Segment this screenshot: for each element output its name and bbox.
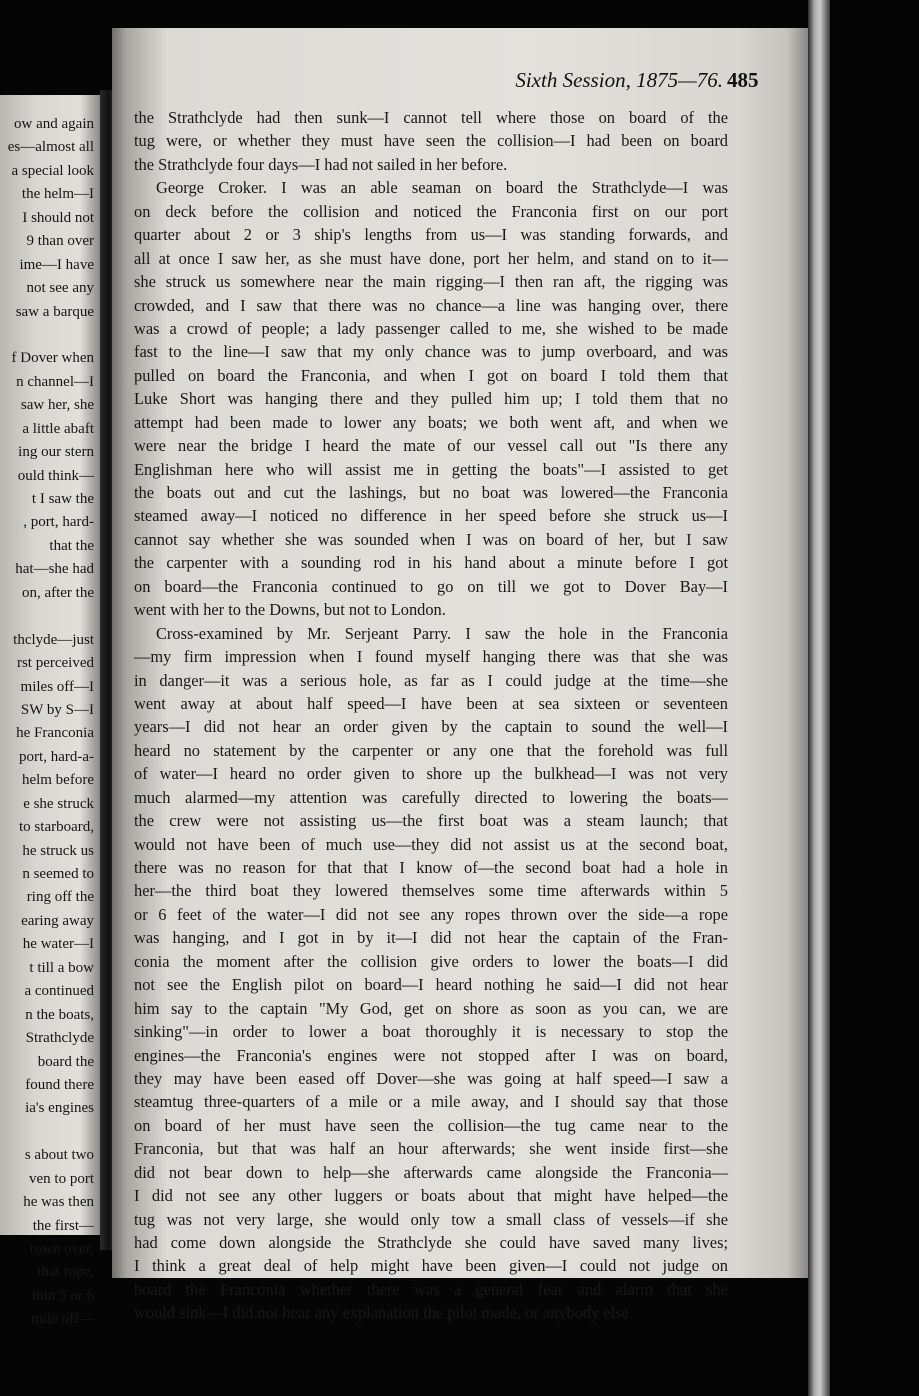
left-text-line: rown over, — [29, 1241, 94, 1257]
left-text-line: ring off the — [26, 889, 94, 906]
text-line: Franconia, but that was half an hour afterwards; she went inside first—she — [134, 1139, 728, 1159]
text-line: years—I did not hear an order given by the captain to sound the well—I — [134, 717, 728, 737]
left-text-line: he Franconia — [16, 725, 94, 742]
text-line: went with her to the Downs, but not to London. — [134, 600, 446, 620]
left-text-line: ven to port — [29, 1170, 94, 1187]
left-text-line: t I saw the — [31, 491, 94, 507]
left-text-line: a special look — [11, 162, 94, 179]
text-line: or 6 feet of the water—I did not see any ropes thrown over the side—a rope — [134, 904, 728, 924]
left-text-line: SW by S—I — [20, 701, 94, 718]
left-text-line: the first— — [32, 1217, 94, 1234]
left-text-line — [0, 605, 94, 628]
text-line: quarter about 2 or 3 ship's lengths from us—I was standing forwards, and — [134, 225, 728, 245]
text-line: pulled on board the Franconia, and when I got on board I told them that — [134, 365, 728, 385]
text-line: of water—I heard no order given to shore up the bulkhead—I was not very — [134, 764, 728, 784]
left-text-line: Strathclyde — [25, 1030, 94, 1047]
text-line: all at once I saw her, as she must have done, port her helm, and stand on to it— — [134, 248, 728, 268]
text-line: on board—the Franconia continued to go on till we got to Dover Bay—I — [134, 576, 728, 596]
left-text-line: rst perceived — [16, 655, 94, 672]
left-text-line: s about two — [24, 1147, 94, 1164]
text-line: steamed away—I noticed no difference in her speed before she struck us—I — [134, 506, 728, 526]
left-page-text — [0, 113, 94, 1332]
text-line: crowded, and I saw that there was no chance—a line was hanging over, there — [134, 295, 728, 315]
text-line: there was no reason for that that I know of—the second boat had a hole in — [134, 858, 728, 877]
left-text-line: mile off— — [31, 1311, 94, 1328]
text-line: Englishman here who will assist me in getting the boats"—I assisted to get — [134, 459, 728, 479]
text-line: him say to the captain "My God, get on shore as soon as you can, we are — [134, 998, 728, 1018]
text-line: not see the English pilot on board—I heard nothing he said—I did not hear — [134, 975, 728, 995]
left-text-line: thin 5 or 6 — [31, 1287, 94, 1304]
left-text-line: on, after the — [21, 584, 94, 601]
left-text-line: ould think— — [17, 467, 94, 484]
left-text-line: that rope, — [37, 1264, 94, 1281]
text-line: board the Franconia whether there was a general fear and alarm that she — [134, 1279, 728, 1299]
text-line: tug was not very large, she would only tow a small class of vessels—if she — [134, 1209, 728, 1229]
text-line: George Croker. I was an able seaman on board the Strathclyde—I was — [156, 178, 728, 198]
text-line: in danger—it was a serious hole, as far as I could judge at the time—she — [134, 670, 728, 690]
left-page — [0, 95, 100, 1328]
text-line: went away at about half speed—I have been at sea sixteen or seventeen — [134, 693, 728, 713]
text-line: sinking"—in order to lower a boat thoroughly it is necessary to stop the — [134, 1022, 728, 1042]
left-text-line: saw her, she — [20, 397, 94, 414]
text-line: the Strathclyde had then sunk—I cannot tell where those on board of the — [134, 108, 728, 127]
left-text-line: that the — [49, 537, 94, 554]
left-text-line: to starboard, — [19, 819, 94, 836]
text-line: fast to the line—I saw that my only chance was to jump overboard, and was — [134, 342, 728, 362]
left-text-line: miles off—I — [20, 678, 94, 695]
left-text-line: he was then — [23, 1194, 94, 1211]
text-line: would not have been of much use—they did not assist us at the second boat, — [134, 834, 728, 854]
next-page-edge — [808, 0, 830, 1396]
left-text-line — [0, 1121, 94, 1144]
left-text-line: e she struck — [23, 795, 94, 812]
left-text-line: t till a bow — [29, 959, 94, 976]
left-text-line: not see any — [26, 280, 94, 297]
left-text-line: ow and again — [14, 116, 94, 132]
left-text-line: helm before — [21, 772, 94, 789]
session-title: Sixth Session, 1875—76. — [515, 68, 723, 92]
text-line: the carpenter with a sounding rod in his hand about a minute before I got — [134, 553, 728, 573]
text-line: engines—the Franconia's engines were not stopped after I was on board, — [134, 1045, 728, 1065]
text-line: was hanging, and I got in by it—I did not hear the captain of the Fran- — [134, 928, 728, 948]
right-page — [112, 28, 808, 1323]
text-line: I did not see any other luggers or boats about that might have helped—the — [134, 1186, 728, 1206]
left-text-line: I should not — [22, 209, 94, 226]
text-line: Cross-examined by Mr. Serjeant Parry. I saw the hole in the Franconia — [156, 623, 728, 643]
text-line: I think a great deal of help might have been given—I could not judge on — [134, 1256, 728, 1276]
left-text-line: n channel—I — [16, 373, 94, 390]
text-line: would sink—I did not hear any explanation the pilot made, or anybody else — [134, 1303, 629, 1323]
left-text-line: 9 than over — [26, 233, 94, 250]
text-line: on deck before the collision and noticed the Franconia first on our port — [134, 201, 728, 221]
text-line: the Strathclyde four days—I had not sailed in her before. — [134, 154, 508, 174]
text-line: were near the bridge I heard the mate of our vessel call out "Is there any — [134, 436, 728, 456]
left-text-line: the helm—I — [21, 186, 94, 203]
text-line: on board of her must have seen the collision—the tug came near to the — [134, 1115, 728, 1135]
left-text-line: n the boats, — [25, 1006, 94, 1023]
text-line: cannot say whether she was sounded when I was on board of her, but I saw — [134, 529, 728, 549]
page-number: 485 — [727, 68, 759, 92]
left-text-line: a little abaft — [22, 420, 94, 437]
text-line: they may have been eased off Dover—she was going at half speed—I saw a — [134, 1068, 728, 1088]
text-line: much alarmed—my attention was carefully directed to lowering the boats— — [134, 787, 728, 807]
left-text-line — [0, 324, 94, 347]
left-text-line: ia's engines — [25, 1100, 94, 1117]
text-line: —my firm impression when I found myself hanging there was that she was — [134, 647, 728, 667]
text-line: steamtug three-quarters of a mile or a mile away, and I should say that those — [134, 1092, 728, 1112]
left-text-line: hat—she had — [15, 561, 94, 578]
left-text-line: f Dover when — [11, 350, 94, 367]
text-line: she struck us somewhere near the main rigging—I then ran aft, the rigging was — [134, 272, 728, 292]
left-text-line: ime—I have — [19, 256, 94, 273]
left-text-line: a continued — [24, 983, 94, 1000]
text-line: heard no statement by the carpenter or any one that the forehold was full — [134, 740, 728, 760]
running-header — [137, 68, 759, 93]
left-text-line: earing away — [21, 912, 94, 929]
left-text-line: port, hard-a- — [19, 748, 94, 765]
text-line: the boats out and cut the lashings, but no boat was lowered—the Franconia — [134, 483, 728, 502]
left-text-line: board the — [37, 1053, 94, 1070]
text-line: her—the third boat they lowered themselves some time afterwards within 5 — [134, 881, 728, 901]
left-text-line: found there — [25, 1076, 94, 1093]
left-text-line: es—almost all — [7, 139, 94, 156]
text-line: was a crowd of people; a lady passenger called to me, she wished to be made — [134, 318, 728, 338]
left-text-line: ing our stern — [18, 444, 94, 461]
text-line: had come down alongside the Strathclyde she could have saved many lives; — [134, 1233, 728, 1252]
text-line: conia the moment after the collision give orders to lower the boats—I did — [134, 951, 728, 971]
text-line: attempt had been made to lower any boats; we both went aft, and when we — [134, 412, 728, 432]
body-text — [134, 106, 728, 1325]
text-line: tug were, or whether they must have seen the collision—I had been on board — [134, 131, 728, 151]
text-line: the crew were not assisting us—the first boat was a steam launch; that — [134, 811, 728, 831]
left-text-line: saw a barque — [15, 303, 94, 320]
left-text-line: n seemed to — [22, 866, 94, 882]
left-text-line: he struck us — [22, 842, 94, 859]
text-line: Luke Short was hanging there and they pulled him up; I told them that no — [134, 389, 728, 409]
left-text-line: , port, hard- — [23, 514, 94, 531]
text-line: did not bear down to help—she afterwards came alongside the Franconia— — [134, 1162, 728, 1182]
left-text-line: he water—I — [22, 936, 94, 953]
left-text-line: thclyde—just — [13, 631, 94, 648]
